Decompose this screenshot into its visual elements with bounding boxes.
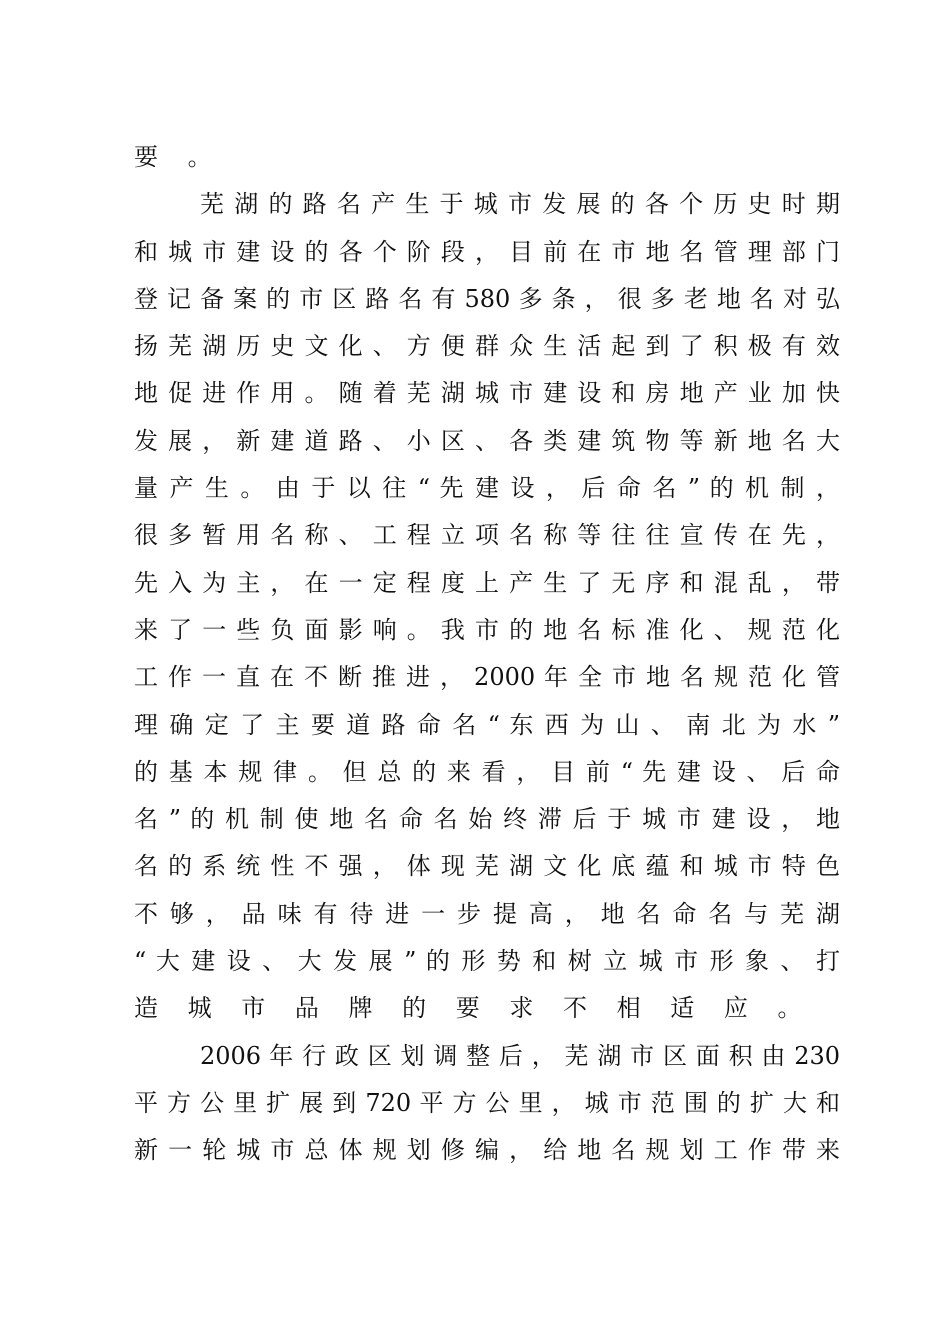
text-line: 扬 芜 湖 历 史 文 化 、 方 便 群 众 生 活 起 到 了 积 极 有 效 [134, 332, 840, 361]
text-line: 平 方 公 里 扩 展 到 720 平 方 公 里 ， 城 市 范 围 的 扩 大 和 [134, 1088, 840, 1117]
text-line: 发 展 ， 新 建 道 路 、 小 区 、 各 类 建 筑 物 等 新 地 名 大 [134, 426, 840, 455]
text-line: 造 城 市 品 牌 的 要 求 不 相 适 应 。 [134, 994, 813, 1023]
text-line: 来 了 一 些 负 面 影 响 。 我 市 的 地 名 标 准 化 、 规 范 化 [134, 615, 840, 644]
text-line: 地 促 进 作 用 。 随 着 芜 湖 城 市 建 设 和 房 地 产 业 加 快 [134, 379, 840, 408]
text-line: 先 入 为 主 ， 在 一 定 程 度 上 产 生 了 无 序 和 混 乱 ， 带 [134, 568, 840, 597]
text-line: 名 的 系 统 性 不 强 ， 体 现 芜 湖 文 化 底 蕴 和 城 市 特 色 [134, 852, 840, 881]
text-line: 要 。 [134, 143, 223, 171]
text-line: 新 一 轮 城 市 总 体 规 划 修 编 ， 给 地 名 规 划 工 作 带 来 [134, 1136, 840, 1165]
text-line: 名 ” 的 机 制 使 地 名 命 名 始 终 滞 后 于 城 市 建 设 ， 地 [134, 805, 840, 834]
text-line: 2006 年 行 政 区 划 调 整 后 ， 芜 湖 市 区 面 积 由 230 [200, 1041, 840, 1070]
text-line: 芜 湖 的 路 名 产 生 于 城 市 发 展 的 各 个 历 史 时 期 [200, 190, 840, 219]
text-line: 和 城 市 建 设 的 各 个 阶 段 ， 目 前 在 市 地 名 管 理 部 门 [134, 237, 840, 266]
text-line: 量 产 生 。 由 于 以 往 “ 先 建 设 ， 后 命 名 ” 的 机 制 ， [134, 474, 840, 503]
text-line: 理 确 定 了 主 要 道 路 命 名 “ 东 西 为 山 、 南 北 为 水 ” [134, 710, 840, 739]
text-line: 的 基 本 规 律 。 但 总 的 来 看 ， 目 前 “ 先 建 设 、 后 命 [134, 757, 840, 786]
body-text [134, 134, 840, 1175]
text-line: 不 够 ， 品 味 有 待 进 一 步 提 高 ， 地 名 命 名 与 芜 湖 [134, 899, 840, 928]
text-line: “ 大 建 设 、 大 发 展 ” 的 形 势 和 树 立 城 市 形 象 、 打 [134, 947, 840, 976]
text-line: 很 多 暂 用 名 称 、 工 程 立 项 名 称 等 往 往 宣 传 在 先 ， [134, 521, 840, 550]
text-line: 工 作 一 直 在 不 断 推 进 ， 2000 年 全 市 地 名 规 范 化 管 [134, 663, 840, 692]
text-line: 登 记 备 案 的 市 区 路 名 有 580 多 条 ， 很 多 老 地 名 对 弘 [134, 284, 840, 313]
